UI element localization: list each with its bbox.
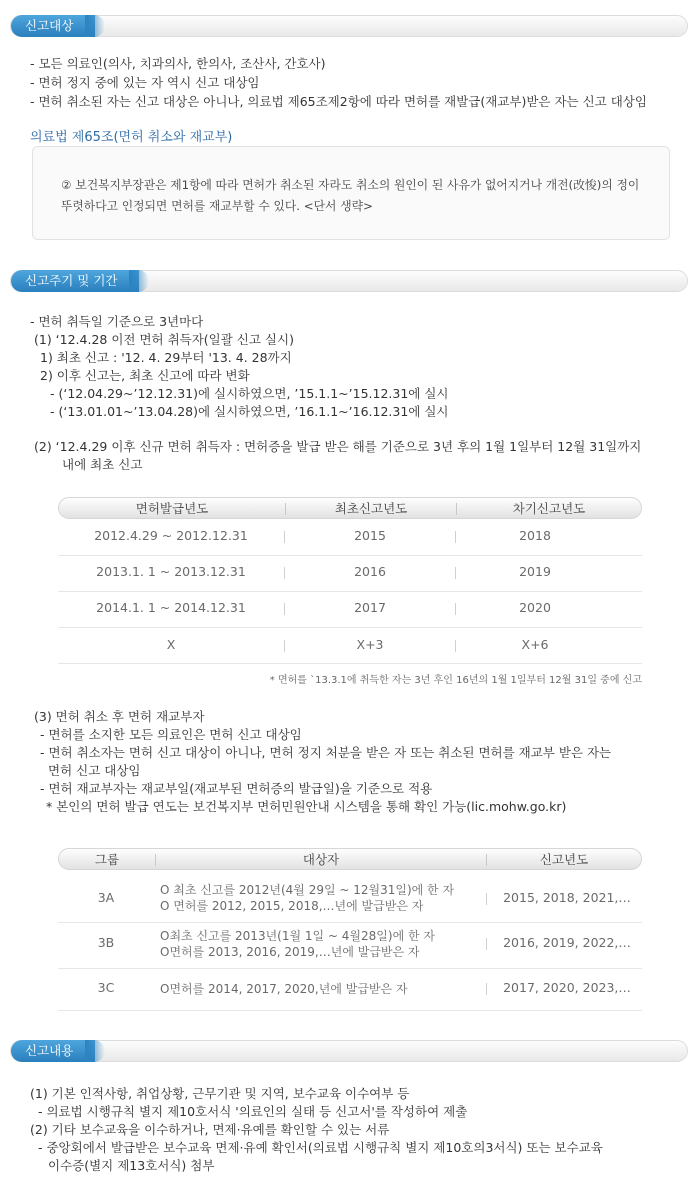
table2-years: 2015, 2018, 2021,…: [503, 890, 631, 905]
table1-cell: 2014.1. 1 ~ 2014.12.31: [96, 600, 246, 615]
table1-cell: X: [166, 637, 176, 652]
table1-cell: X+6: [521, 637, 549, 652]
period-line-2: (1) ‘12.4.28 이전 면허 취득자(일괄 신고 실시): [34, 332, 294, 347]
table2-years: 2017, 2020, 2023,…: [503, 980, 631, 995]
table1-cell: 2013.1. 1 ~ 2013.12.31: [96, 564, 246, 579]
table1-cell: 2018: [519, 528, 551, 543]
table2-target-line: O 최초 신고를 2012년(4월 29일 ~ 12월31일)에 한 자: [160, 883, 455, 897]
law-quote-text: [61, 175, 661, 217]
table2-target: [160, 882, 454, 914]
table1-note: * 면허를 `13.3.1에 취득한 자는 3년 후인 16년의 1월 1일부터 12월 31일 중에 신고: [269, 675, 642, 686]
reissue-line-6: * 본인의 면허 발급 연도는 보건복지부 면허민원안내 시스템을 통해 확인 가능(lic.mohw.go.kr): [46, 799, 567, 814]
row-divider: [58, 1010, 642, 1011]
table1-header-first-report: 최초신고년도: [334, 501, 408, 516]
reissue-line-2: - 면허를 소지한 모든 의료인은 면허 신고 대상임: [40, 727, 302, 742]
table1-header: [58, 497, 642, 519]
section-header-period: [10, 270, 688, 292]
reissue-line-4: 면허 신고 대상임: [48, 763, 141, 778]
period-p2-line-1: (2) ‘12.4.29 이후 신규 면허 취득자 : 면허증을 발급 받은 해를 기준으로 3년 후의 1월 1일부터 12월 31일까지: [34, 439, 642, 454]
table1-header-next-report: 차기신고년도: [512, 501, 586, 516]
section-header-content: [10, 1040, 688, 1062]
period-line-6: - (‘13.01.01~’13.04.28)에 실시하였으면, ’16.1.1~’16.12.31에 실시: [50, 404, 449, 419]
reissue-line-1: (3) 면허 취소 후 면허 재교부자: [34, 709, 205, 724]
reissue-line-3: - 면허 취소자는 면허 신고 대상이 아니나, 면허 정지 처분을 받은 자 또는 취소된 면허를 재교부 받은 자는: [40, 745, 612, 760]
table2-group: 3A: [97, 890, 115, 905]
table1-cell: 2017: [354, 600, 386, 615]
content-line-1: (1) 기본 인적사항, 취업상황, 근무기관 및 지역, 보수교육 이수여부 등: [30, 1086, 410, 1101]
table2-years: 2016, 2019, 2022,…: [503, 935, 631, 950]
table2-target-line: O최초 신고를 2013년(1월 1일 ~ 4월28일)에 한 자: [160, 929, 435, 943]
target-line-3: - 면허 취소된 자는 신고 대상은 아니나, 의료법 제65조제2항에 따라 면허를 재발급(재교부)받은 자는 신고 대상임: [30, 94, 647, 109]
table2-group: 3C: [97, 980, 115, 995]
section-title: 신고주기 및 기간: [11, 270, 139, 292]
section-title: 신고내용: [11, 1040, 95, 1062]
period-line-5: - (‘12.04.29~’12.12.31)에 실시하였으면, ’15.1.1~’15.12.31에 실시: [50, 386, 449, 401]
table2-target-line: O면허를 2013, 2016, 2019,…년에 발급받은 자: [160, 945, 420, 959]
content-line-4: - 중앙회에서 발급받은 보수교육 면제·유예 확인서(의료법 시행규칙 별지 제10호의3서식) 또는 보수교육: [38, 1140, 603, 1155]
table1-cell: 2015: [354, 528, 386, 543]
law-text-line-1: ② 보건복지부장관은 제1항에 따라 면허가 취소된 자라도 취소의 원인이 된 사유가 없어지거나 개전(改悛)의 정이: [61, 178, 640, 192]
table2-group: 3B: [97, 935, 115, 950]
law-title: 의료법 제65조(면허 취소와 재교부): [30, 130, 233, 145]
target-line-2: - 면허 정지 중에 있는 자 역시 신고 대상임: [30, 75, 260, 90]
table2-header-target: 대상자: [302, 852, 340, 867]
law-quote-box: [32, 146, 670, 240]
table1-cell: 2020: [519, 600, 551, 615]
row-divider: [58, 555, 642, 556]
reissue-line-5: - 면허 재교부자는 재교부일(재교부된 면허증의 발급일)을 기준으로 적용: [40, 781, 433, 796]
table2-target: [160, 980, 408, 997]
row-divider: [58, 922, 642, 923]
row-divider: [58, 591, 642, 592]
table1-header-issue-year: 면허발급년도: [135, 501, 209, 516]
period-p2-line-2: 내에 최초 신고: [62, 457, 143, 472]
table2-target-line: O 면허를 2012, 2015, 2018,…년에 발급받은 자: [160, 899, 424, 913]
table2-header-group: 그룹: [94, 852, 120, 867]
table2-header: [58, 848, 642, 870]
content-line-5: 이수증(별지 제13호서식) 첨부: [48, 1158, 215, 1173]
row-divider: [58, 627, 642, 628]
table2-target-line: O면허를 2014, 2017, 2020,년에 발급받은 자: [160, 982, 408, 996]
section-header-target: [10, 15, 688, 37]
table1-cell: 2016: [354, 564, 386, 579]
table1-cell: 2012.4.29 ~ 2012.12.31: [94, 528, 248, 543]
table1-cell: X+3: [356, 637, 384, 652]
period-line-4: 2) 이후 신고는, 최초 신고에 따라 변화: [40, 368, 250, 383]
row-divider: [58, 968, 642, 969]
section-title: 신고대상: [11, 15, 95, 37]
table1-cell: 2019: [519, 564, 551, 579]
table2-target: [160, 928, 435, 960]
law-text-line-2: 뚜렷하다고 인정되면 면허를 재교부할 수 있다. <단서 생략>: [61, 199, 373, 213]
target-line-1: - 모든 의료인(의사, 치과의사, 한의사, 조산사, 간호사): [30, 56, 326, 71]
content-line-2: - 의료법 시행규칙 별지 제10호서식 '의료인의 실태 등 신고서'를 작성하여 제출: [38, 1104, 468, 1119]
period-line-3: 1) 최초 신고 : '12. 4. 29부터 '13. 4. 28까지: [40, 350, 292, 365]
row-divider: [58, 663, 642, 664]
table2-header-years: 신고년도: [539, 852, 589, 867]
period-line-1: - 면허 취득일 기준으로 3년마다: [30, 314, 204, 329]
content-line-3: (2) 기타 보수교육을 이수하거나, 면제·유예를 확인할 수 있는 서류: [30, 1122, 390, 1137]
